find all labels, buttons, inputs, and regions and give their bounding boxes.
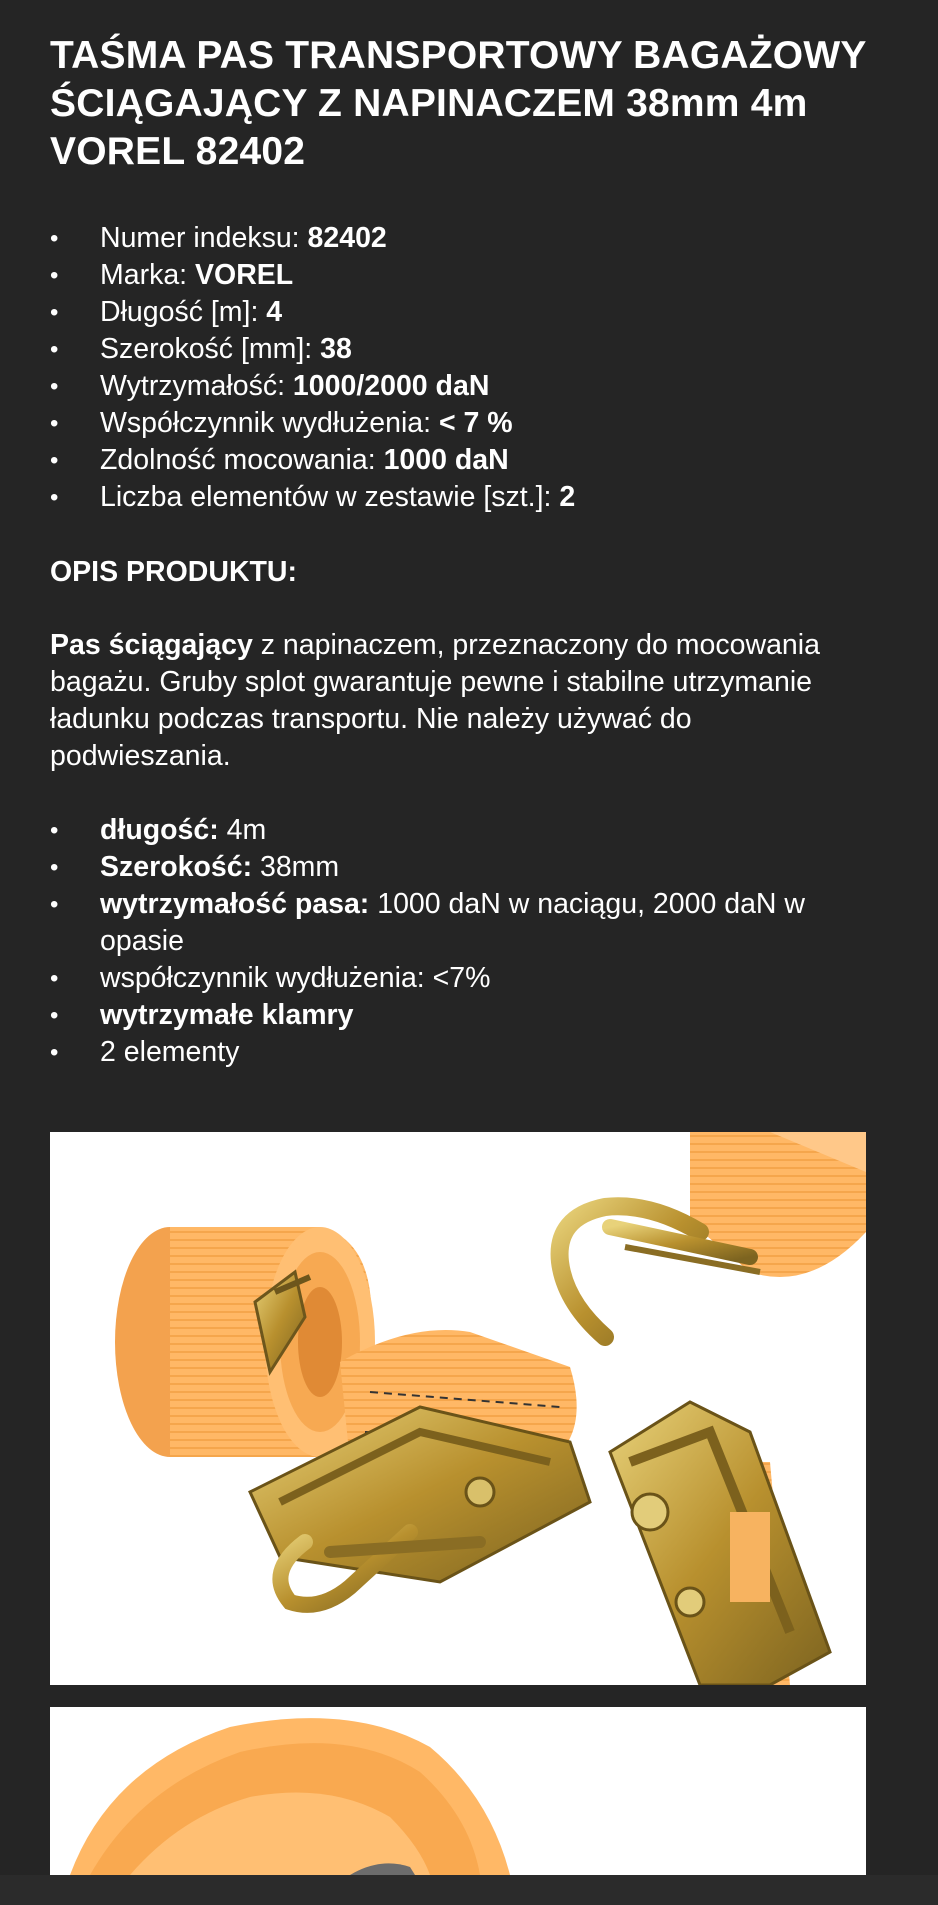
spec-item: • Marka: VOREL — [50, 257, 890, 294]
bullet-icon: • — [50, 373, 59, 400]
bullet-icon: • — [50, 891, 59, 918]
bullet-icon: • — [50, 965, 59, 992]
bullet-icon: • — [50, 484, 59, 511]
description-heading: OPIS PRODUKTU: — [50, 556, 298, 588]
feature-item: • długość: 4m — [50, 812, 890, 849]
feature-item: • 2 elementy — [50, 1034, 890, 1071]
bullet-icon: • — [50, 410, 59, 437]
bullet-icon: • — [50, 225, 59, 252]
feature-item: • wytrzymałe klamry — [50, 997, 890, 1034]
bullet-icon: • — [50, 262, 59, 289]
bullet-icon: • — [50, 1039, 59, 1066]
product-photo-ratchet-set — [50, 1132, 866, 1685]
spec-item: • Wytrzymałość: 1000/2000 daN — [50, 368, 890, 405]
spec-list — [50, 220, 890, 516]
bottom-bar — [0, 1875, 938, 1905]
strap-roll-photo-icon — [50, 1707, 866, 1875]
bullet-icon: • — [50, 336, 59, 363]
product-title: TAŚMA PAS TRANSPORTOWY BAGAŻOWY ŚCIĄGAJĄCY Z NAPINACZEM 38mm 4m VOREL 82402 — [50, 34, 866, 173]
spec-item: • Szerokość [mm]: 38 — [50, 331, 890, 368]
bullet-icon: • — [50, 1002, 59, 1029]
description-paragraph: Pas ściągający z napinaczem, przeznaczony do mocowania bagażu. Gruby splot gwarantuje pewne i stabilne utrzymanie ładunku podczas transportu. Nie należy używać do podwieszania. — [50, 629, 820, 772]
ratchet-strap-set-photo-icon — [50, 1132, 866, 1685]
spec-item: • Długość [m]: 4 — [50, 294, 890, 331]
feature-list — [50, 812, 890, 1071]
strap-roll — [115, 1227, 375, 1457]
hook-strap — [560, 1132, 866, 1337]
spec-item: • Numer indeksu: 82402 — [50, 220, 890, 257]
feature-item: • Szerokość: 38mm — [50, 849, 890, 886]
bullet-icon: • — [50, 299, 59, 326]
bullet-icon: • — [50, 447, 59, 474]
feature-item: • wytrzymałość pasa: 1000 daN w naciągu, 2000 daN w opasie — [50, 888, 806, 957]
spec-item: • Liczba elementów w zestawie [szt.]: 2 — [50, 479, 890, 516]
spec-item: • Zdolność mocowania: 1000 daN — [50, 442, 890, 479]
bullet-icon: • — [50, 854, 59, 881]
feature-item: • współczynnik wydłużenia: <7% — [50, 960, 890, 997]
spec-item: • Współczynnik wydłużenia: < 7 % — [50, 405, 890, 442]
bullet-icon: • — [50, 817, 59, 844]
product-photo-strap-roll — [50, 1707, 866, 1875]
ratchet-handle — [610, 1402, 830, 1685]
